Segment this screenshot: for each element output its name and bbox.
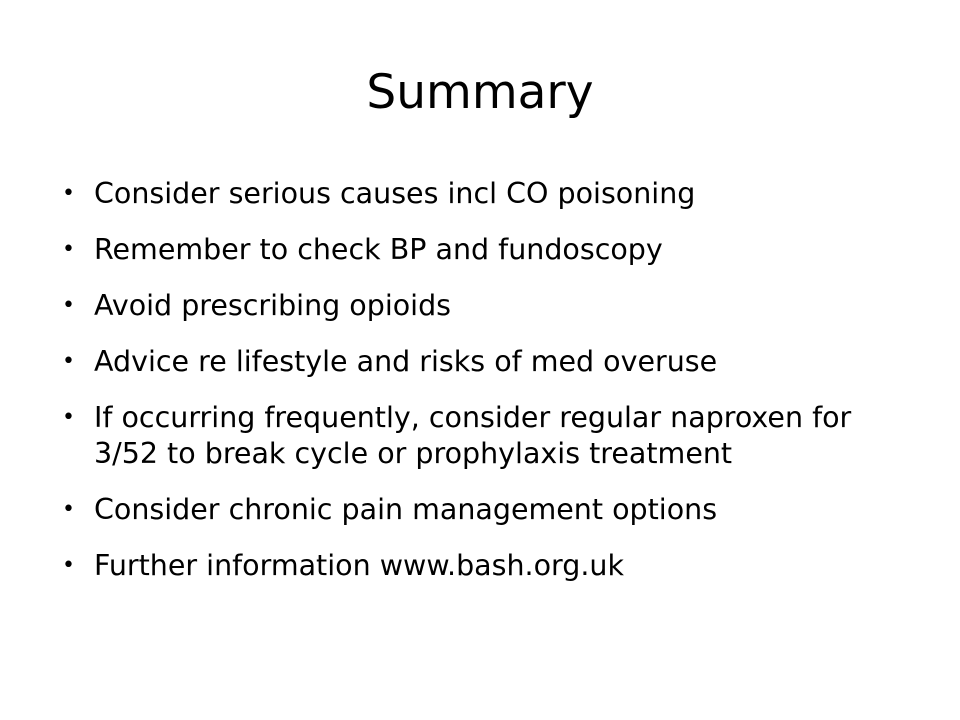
bullet-item: [58, 176, 918, 212]
bullet-text: Remember to check BP and fundoscopy: [94, 233, 663, 266]
bullet-text: If occurring frequently, consider regular naproxen for 3/52 to break cycle or prophylaxis treatment: [94, 401, 852, 470]
bullet-icon: •: [62, 349, 75, 374]
slide-title: Summary: [366, 65, 594, 120]
bullet-list: [58, 176, 918, 604]
bullet-icon: •: [62, 237, 75, 262]
bullet-icon: •: [62, 293, 75, 318]
bullet-icon: •: [62, 497, 75, 522]
bullet-icon: •: [62, 181, 75, 206]
bullet-text: Consider chronic pain management options: [94, 493, 718, 526]
bullet-text: Further information www.bash.org.uk: [94, 549, 624, 582]
bullet-text: Advice re lifestyle and risks of med overuse: [94, 345, 718, 378]
bullet-text: Avoid prescribing opioids: [94, 289, 452, 322]
bullet-item: [58, 288, 918, 324]
bullet-item: [58, 344, 918, 380]
bullet-item: [58, 400, 918, 472]
bullet-item: [58, 492, 918, 528]
bullet-icon: •: [62, 553, 75, 578]
bullet-icon: •: [62, 405, 75, 430]
bullet-text: Consider serious causes incl CO poisoning: [94, 177, 696, 210]
bullet-item: [58, 232, 918, 268]
bullet-item: [58, 548, 918, 584]
